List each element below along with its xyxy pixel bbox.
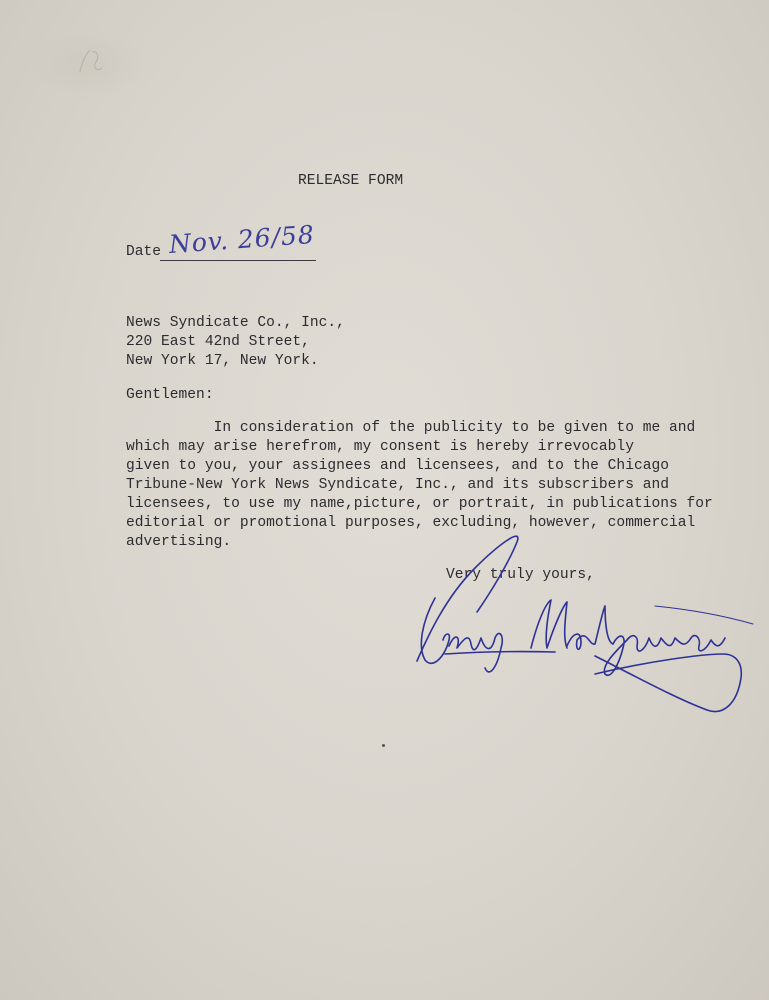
date-handwritten: Nov. 26/58 [167, 219, 316, 259]
closing: Very truly yours, [446, 567, 595, 583]
page-title: RELEASE FORM [298, 173, 404, 189]
pencil-mark-icon [72, 42, 112, 82]
body-line: given to you, your assignees and licensees, and to the Chicago [126, 458, 669, 474]
body-line: licensees, to use my name,picture, or portrait, in publications for [126, 496, 713, 512]
body-line: Tribune-New York News Syndicate, Inc., and its subscribers and [126, 477, 669, 493]
recipient-line: 220 East 42nd Street, [126, 334, 310, 350]
ink-speck [382, 744, 385, 747]
date-label: Date [126, 244, 162, 260]
date-line [160, 260, 316, 261]
recipient-line: News Syndicate Co., Inc., [126, 315, 345, 331]
body-line: which may arise herefrom, my consent is hereby irrevocably [126, 439, 634, 455]
body-line: editorial or promotional purposes, excluding, however, commercial [126, 515, 696, 531]
signature-icon [405, 528, 755, 718]
recipient-line: New York 17, New York. [126, 353, 319, 369]
salutation: Gentlemen: [126, 387, 214, 403]
body-line: In consideration of the publicity to be given to me and [126, 420, 696, 436]
body-line: advertising. [126, 534, 232, 550]
